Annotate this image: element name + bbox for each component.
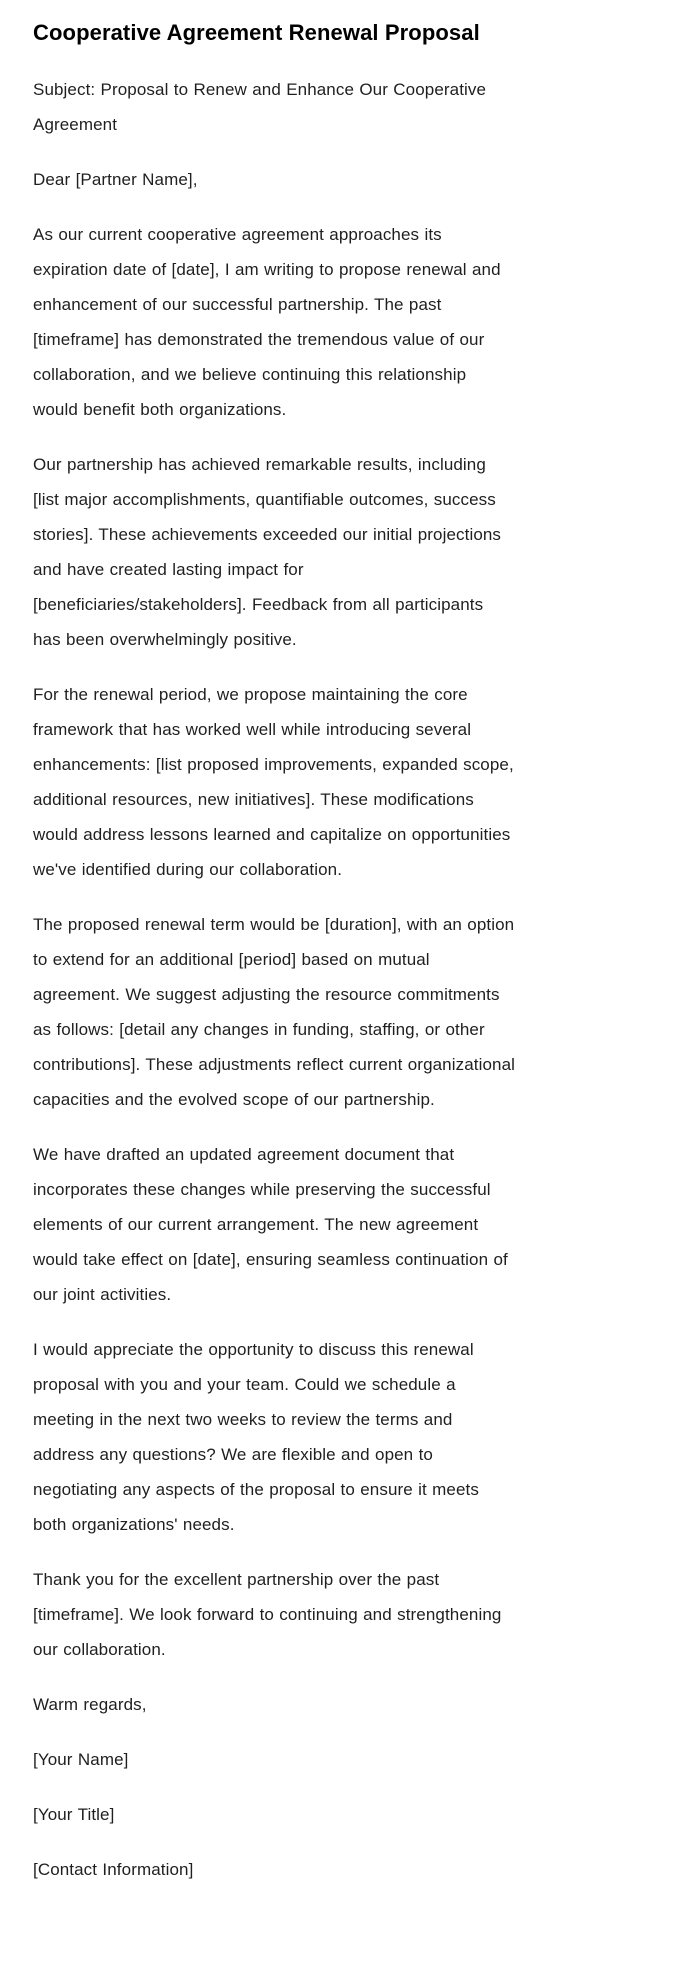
body-paragraph-enhancements: For the renewal period, we propose maintaining the core framework that has worked well while introducing several enhancements: [list proposed improvements, expanded scope, additional resources, new initiatives]. These modifications would address lessons learned and capitalize on opportunities we've identified during our collaboration. [33, 685, 514, 879]
body-paragraph-thanks: Thank you for the excellent partnership over the past [timeframe]. We look forward to continuing and strengthening our collaboration. [33, 1570, 502, 1659]
body-paragraph-updated-agreement: We have drafted an updated agreement document that incorporates these changes while preserving the successful elements of our current arrangement. The new agreement would take effect on [date], ensuring seamless continuation of our joint activities. [33, 1145, 508, 1304]
subject-line: Subject: Proposal to Renew and Enhance Our Cooperative Agreement [33, 80, 487, 134]
closing: Warm regards, [33, 1695, 147, 1714]
body-paragraph-meeting-request: I would appreciate the opportunity to discuss this renewal proposal with you and your team. Could we schedule a meeting in the next two weeks to review the terms and address any questions? We are flexible and open to negotiating any aspects of the proposal to ensure it meets both organizations' needs. [33, 1340, 479, 1534]
document-title: Cooperative Agreement Renewal Proposal [33, 20, 480, 45]
body-paragraph-opening: As our current cooperative agreement approaches its expiration date of [date], I am writing to propose renewal and enhancement of our successful partnership. The past [timeframe] has demonstrated the tremendous value of our collaboration, and we believe continuing this relationship would benefit both organizations. [33, 225, 501, 419]
body-paragraph-renewal-term: The proposed renewal term would be [duration], with an option to extend for an additional [period] based on mutual agreement. We suggest adjusting the resource commitments as follows: [detail any changes in funding, staffing, or other contributions]. These adjustments reflect current organizational capacities and the evolved scope of our partnership. [33, 915, 516, 1109]
signature-title: [Your Title] [33, 1805, 115, 1824]
signature-name: [Your Name] [33, 1750, 129, 1769]
salutation: Dear [Partner Name], [33, 170, 198, 189]
body-paragraph-achievements: Our partnership has achieved remarkable results, including [list major accomplishments, quantifiable outcomes, success stories]. These achievements exceeded our initial projections and have created lasting impact for [beneficiaries/stakeholders]. Feedback from all participants has been overwhelmingly positive. [33, 455, 502, 649]
signature-contact: [Contact Information] [33, 1860, 194, 1879]
